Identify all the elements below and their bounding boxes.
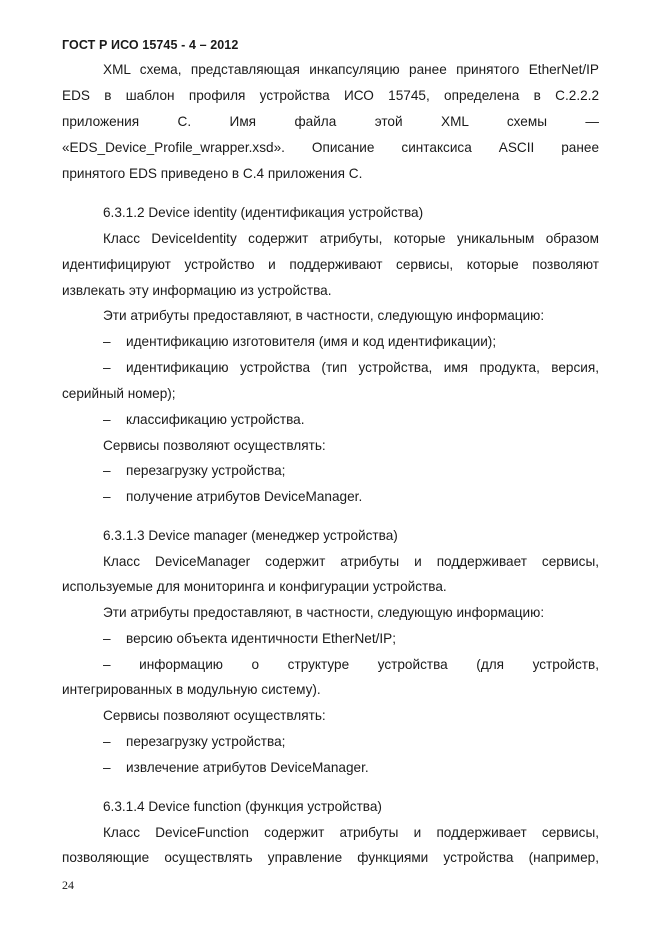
intro-line-5: принятого EDS приведено в С.4 приложения С.	[62, 166, 363, 181]
s6312-bullet-5: получение атрибутов DeviceManager.	[126, 489, 363, 504]
document-header: ГОСТ Р ИСО 15745 - 4 – 2012	[62, 38, 239, 52]
s6313-p2: Эти атрибуты предоставляют, в частности, следующую информацию:	[103, 605, 545, 620]
s6312-p1-line-2: идентифицируют устройство и поддерживают сервисы, которые позволяют	[62, 257, 599, 272]
s6314-p1-line-1: Класс DeviceFunction содержит атрибуты и поддерживает сервисы,	[103, 825, 599, 840]
s6313-bullet-2-line-2: интегрированных в модульную систему).	[62, 682, 321, 697]
s6312-p3: Сервисы позволяют осуществлять:	[103, 438, 326, 453]
intro-line-4: «EDS_Device_Profile_wrapper.xsd». Описание синтаксиса ASCII ранее	[62, 140, 599, 155]
section-heading-6313: 6.3.1.3 Device manager (менеджер устройства)	[103, 528, 398, 543]
s6312-bullet-4: перезагрузку устройства;	[126, 463, 286, 478]
bullet-dash: –	[103, 463, 111, 478]
s6313-p1-line-2: используемые для мониторинга и конфигурации устройства.	[62, 579, 447, 594]
s6312-p2: Эти атрибуты предоставляют, в частности, следующую информацию:	[103, 308, 545, 323]
section-heading-6314: 6.3.1.4 Device function (функция устройства)	[103, 799, 382, 814]
s6313-bullet-3: перезагрузку устройства;	[126, 734, 286, 749]
section-heading-6312: 6.3.1.2 Device identity (идентификация устройства)	[103, 205, 424, 220]
bullet-dash: –	[103, 631, 111, 646]
intro-line-1: XML схема, представляющая инкапсуляцию ранее принятого EtherNet/IP	[103, 62, 599, 77]
intro-line-2: EDS в шаблон профиля устройства ИСО 15745, определена в С.2.2.2	[62, 88, 599, 103]
s6314-p1-line-2: позволяющие осуществлять управление функциями устройства (например,	[62, 850, 599, 865]
bullet-dash: –	[103, 489, 111, 504]
s6313-bullet-2-line-1: – информацию о структуре устройства (для устройств,	[103, 657, 599, 672]
bullet-dash: –	[103, 412, 111, 427]
s6312-bullet-1: идентификацию изготовителя (имя и код идентификации);	[126, 334, 497, 349]
bullet-dash: –	[103, 334, 111, 349]
s6312-p1-line-3: извлекать эту информацию из устройства.	[62, 283, 332, 298]
s6312-bullet-2-line-1: идентификацию устройства (тип устройства, имя продукта, версия,	[126, 360, 599, 375]
s6313-bullet-1: версию объекта идентичности EtherNet/IP;	[126, 631, 397, 646]
intro-line-3: приложения С. Имя файла этой XML схемы —	[62, 114, 599, 129]
page-number: 24	[62, 878, 74, 892]
bullet-dash: –	[103, 734, 111, 749]
bullet-dash: –	[103, 360, 111, 375]
s6312-bullet-2-line-2: серийный номер);	[62, 386, 176, 401]
s6313-bullet-4: извлечение атрибутов DeviceManager.	[126, 760, 369, 775]
s6313-p1-line-1: Класс DeviceManager содержит атрибуты и поддерживает сервисы,	[103, 554, 599, 569]
s6313-p3: Сервисы позволяют осуществлять:	[103, 708, 326, 723]
s6312-p1-line-1: Класс DeviceIdentity содержит атрибуты, которые уникальным образом	[103, 231, 599, 246]
s6312-bullet-3: классификацию устройства.	[126, 412, 305, 427]
bullet-dash: –	[103, 760, 111, 775]
